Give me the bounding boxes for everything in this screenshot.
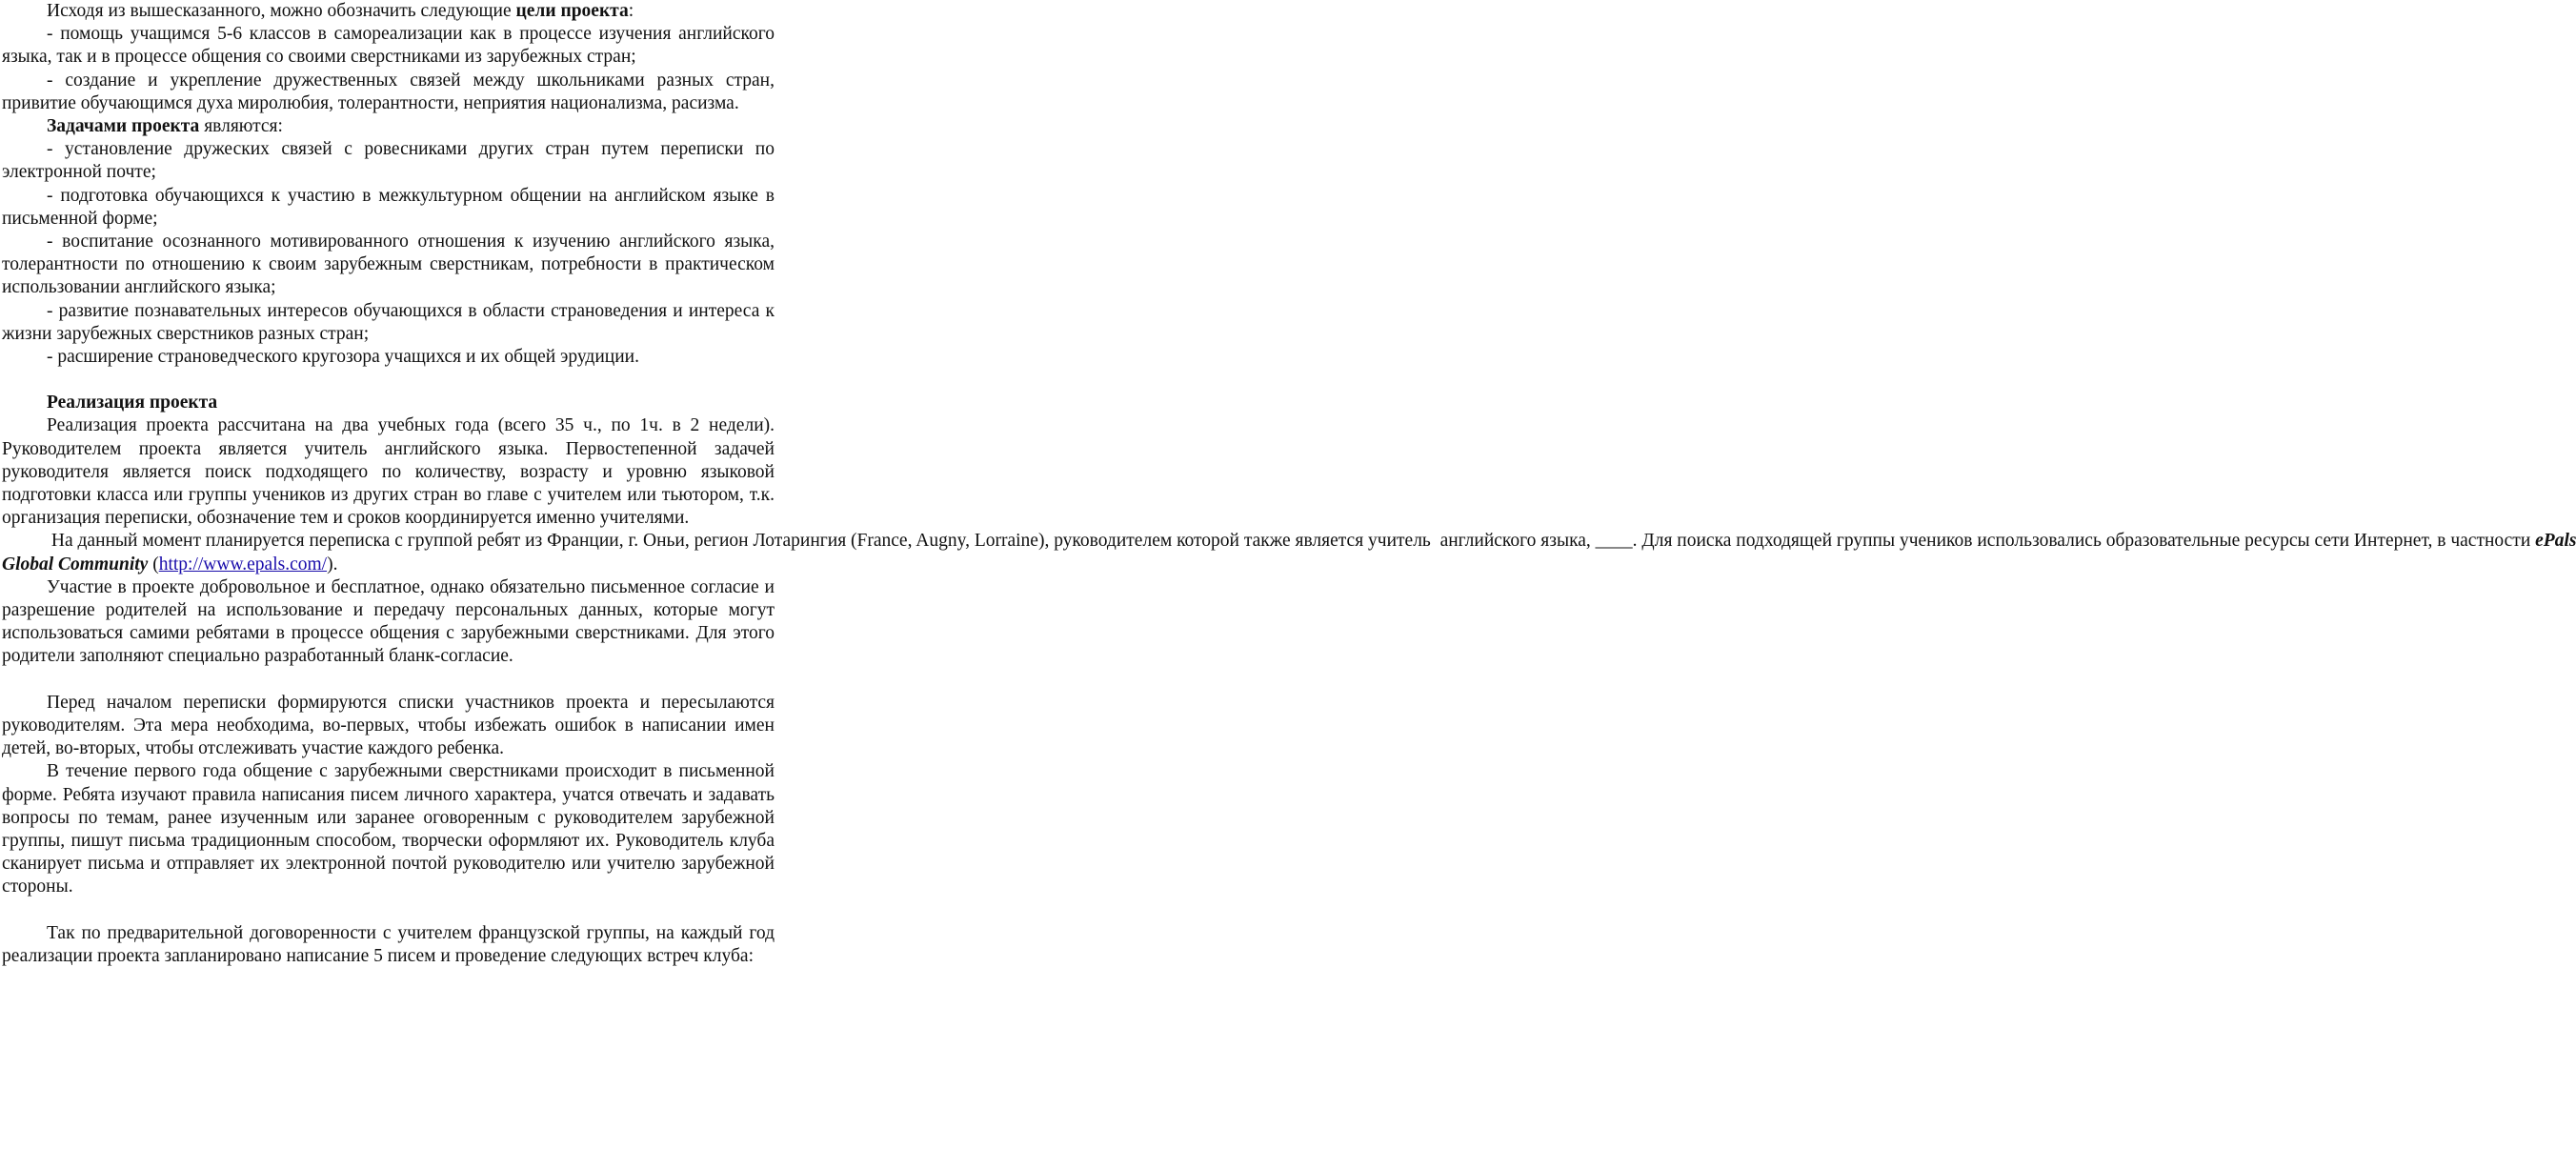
realization-paragraph-6: Так по предварительной договоренности с учителем французской группы, на каждый год реализации проекта запланировано написание 5 писем и проведение следующих встреч клуба:: [2, 922, 775, 966]
epals-link[interactable]: http://www.epals.com/: [158, 554, 328, 574]
task-item: - подготовка обучающихся к участию в межкультурном общении на английском языке в письменной форме;: [2, 185, 775, 229]
realization-paragraph-2: На данный момент планируется переписка с группой ребят из Франции, г. Оньи, регион Лотарингия (France, Augny, Lorraine), руководителем которой также является учитель английского языка, ____. Для поиска подходящей группы учеников использовались образовательные ресурсы сети Интернет, в частности ePals Global Community (http://www.epals.com/).: [2, 531, 2576, 574]
section-heading: Реализация проекта: [47, 393, 218, 413]
realization-paragraph-4: Перед началом переписки формируются списки участников проекта и пересылаются руководителям. Эта мера необходима, во-первых, чтобы избежать ошибок в написании имен детей, во-вторых, чтобы отслеживать участие каждого ребенка.: [2, 692, 775, 759]
tasks-heading: Задачами проекта являются:: [47, 116, 283, 137]
spacer: [2, 899, 775, 922]
realization-paragraph-1: Реализация проекта рассчитана на два учебных года (всего 35 ч., по 1ч. в 2 недели). Руководителем проекта является учитель английского языка. Первостепенной задачей руководителя является поиск подходящего по количеству, возрасту и уровню языковой подготовки класса или группы учеников из других стран во главе с учителем или тьютором, т.к. организация переписки, обозначение тем и сроков координируется именно учителями.: [2, 415, 775, 529]
task-item: - развитие познавательных интересов обучающихся в области страноведения и интереса к жизни зарубежных сверстников разных стран;: [2, 300, 775, 344]
task-item: - воспитание осознанного мотивированного отношения к изучению английского языка, толерантности по отношению к своим зарубежным сверстникам, потребности в практическом использовании английского языка;: [2, 232, 775, 298]
intro-paragraph: Исходя из вышесказанного, можно обозначить следующие цели проекта:: [47, 1, 634, 21]
spacer: [2, 669, 775, 692]
spacer: [2, 369, 775, 392]
tasks-label: Задачами проекта: [47, 116, 200, 137]
task-item: - расширение страноведческого кругозора учащихся и их общей эрудиции.: [47, 347, 639, 368]
epals-name: ePals Global Community: [2, 531, 2576, 574]
goals-label: цели проекта: [515, 1, 629, 21]
realization-paragraph-5: В течение первого года общение с зарубежными сверстниками происходит в письменной форме. Ребята изучают правила написания писем личного характера, учатся отвечать и задавать вопросы по темам, ранее изученным или заранее оговоренным с руководителем зарубежной группы, пишут письма традиционным способом, творчески оформляют их. Руководитель клуба сканирует письма и отправляет их электронной почтой руководителю или учителю зарубежной стороны.: [2, 761, 775, 897]
goal-item: - создание и укрепление дружественных связей между школьниками разных стран, привитие обучающимся духа миролюбия, толерантности, неприятия национализма, расизма.: [2, 70, 775, 113]
realization-paragraph-3: Участие в проекте добровольное и бесплатное, однако обязательно письменное согласие и разрешение родителей на использование и передачу персональных данных, которые могут использоваться самими ребятами в процессе общения с зарубежными сверстниками. Для этого родители заполняют специально разработанный бланк-согласие.: [2, 576, 775, 667]
task-item: - установление дружеских связей с ровесниками других стран путем переписки по электронной почте;: [2, 139, 775, 183]
goal-item: - помощь учащимся 5-6 классов в самореализации как в процессе изучения английского языка, так и в процессе общения со своими сверстниками из зарубежных стран;: [2, 24, 775, 68]
